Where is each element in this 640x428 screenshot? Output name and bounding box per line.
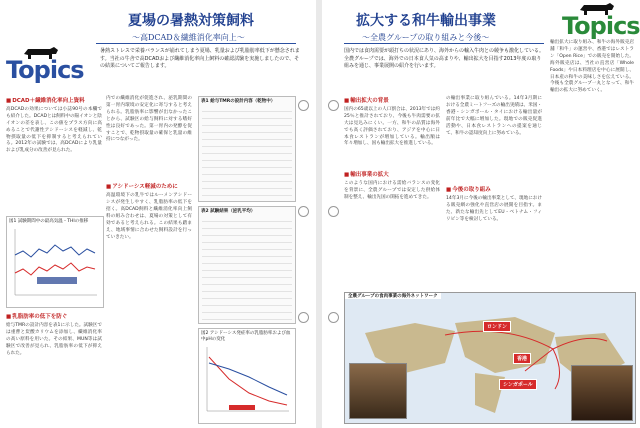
table-1 [198,96,296,202]
binder-hole [328,206,339,217]
lead-paragraph: 国内では食肉需要が頭打ちの状況にあり、海外からの輸入牛肉との競争も激化している。全農グループでは、海外での日本食人気の高まりや、輸出拡大を目指す2013年度の取り組みを通じ、事業展開の紹介を行います。 [344,48,545,69]
figure-1-temperature [6,216,104,308]
binder-hole [298,312,309,323]
binder-hole [328,312,339,323]
column-body: 内での繊維消化が促進され、泌乳期間の第一胃内環境の安定化に寄与すると考えられる。乳脂肪率に影響が出なかったことから、試験区の給与飼料に対する嗜好性は良好であった。第一胃内の発酵を促すことで、乾物摂取量の確保と乳量の維持につながった。 [106,96,192,143]
figure-2-plot [199,343,293,419]
section-heading: ■ 輸出事業の拡大 [344,172,440,179]
map-label-hongkong: 香港 [513,353,531,364]
map-label-singapore: シンガポール [499,379,537,390]
page-subtitle: ～全農グループの取り組みと今後～ [362,33,490,42]
section-heading: ■ 輸出拡大の背景 [344,98,440,105]
figure-caption: 図2 アシドーシス発症率の乳脂肪率および血中pHの変化 [201,331,291,342]
table-2 [198,206,296,324]
photo-store [571,365,633,421]
figure-1-plot [7,225,101,301]
column-1 [344,96,440,205]
column-body: の輸出事業に取り組んでいる。14年3月期における全農ミートフーズの輸出実績は、米国・香港・シンガポール・タイにおける輸出量が前年比で大幅に増加した。現地での販売促進活動や、日本食レストランへの提案を通じて、和牛の認知度向上に努めている。 [446,96,542,136]
section-body: 高DCADの効果については小誌90号の本欄でも紹介した。DCADとは飼料中の陽イオンと陰イオンの差を表し、この値をプラス方向に高めることで代謝性アシドーシスを軽減し、乾物摂取量の低下を抑制すると考えられている。2012年の試験では、高DCADにより乳量および乳成分の改善が見られた。 [6,106,102,154]
section-heading: ■ アシドーシス軽減のために [106,184,192,191]
section-heading: ■ 乳脂肪率の低下を防ぐ [6,314,102,321]
column-1-lower [6,312,102,360]
section-body: このような国内における需給バランスの変化を背景に、全農グループでは安定した供給体制を整え、輸出先国の開拓を進めてきた。 [344,181,440,201]
section-heading: ■ DCAD＋繊維消化率向上資料 [6,98,102,105]
column-body: 高温環境下の乳牛ではルーメンアシドーシスが発生しやすく、乳脂肪率の低下を招く。高DCAD飼料と繊維消化率向上飼料の組み合わせは、夏場の対策として有効であると考えられる。この結果も踏まえ、地域事情に合わせた飼料設計を行っていきたい。 [106,193,192,240]
topics-logo-right [562,2,640,42]
photo-restaurant [349,363,407,419]
section-body: 給与TMRの設計内容を表1に示した。試験区では重曹と炭酸カリウムを添加し、繊維消化率の高い原料を用いた。その結果、MUN等は試験区で改善が見られ、乳脂肪率の低下が抑えられた。 [6,322,102,356]
page-subtitle: ～高DCAD＆繊維消化率向上～ [132,33,245,42]
page-title: 夏場の暑熱対策飼料 [128,13,254,29]
binder-hole [298,206,309,217]
right-page [322,0,640,428]
page-title: 拡大する和牛輸出事業 [356,13,496,29]
section-heading: ■ 今後の取り組み [446,187,542,194]
figure-2-acidosis [198,328,296,424]
logo-word: Topics [562,12,640,40]
column-1 [6,96,102,158]
binder-hole [328,100,339,111]
table-caption: 表2 試験結果（泌乳平均） [201,209,256,214]
left-page [0,0,318,428]
section-body: 14年3月に今後の輸出事業として、現地における販売網の強化や直営店の展開を目指す。また、新たな輸出先としてEU・ベトナム・フィリピン等を検討している。 [446,196,542,223]
map-caption: 全農グループの食肉事業の海外ネットワーク [345,293,441,299]
column-2 [446,96,542,227]
title-rule [344,43,544,44]
world-map-figure [344,292,636,424]
map-label-london: ロンドン [483,321,511,332]
section-body: 国内の65歳以上の人口割合は、2013年では約25％と推計されており、今後も牛肉需要の拡大は見込みにくい。一方、和牛の品質は海外でも高く評価されており、アジアを中心に日本食レストランが増加している。輸出額は年々増加し、国も輸出拡大を推進している。 [344,106,440,147]
column-body: 輸出拡大に取り組み、和牛の海外販売店舗「和牛」の運営や、香港ではレストラン「Open Rice」での販売を開始した。海外販売店は、当社の直営店「Whole Foods」や日本料理店を中心に展開し、日本産の和牛の美味しさを伝えている。今後も全農グループ一丸となって、和牛輸出の拡大に努めていく。 [550,40,634,94]
table-caption: 表1 給与TMRの設計内容（乾物中） [201,99,276,104]
column-3 [550,40,634,98]
topics-logo-left [6,46,84,86]
logo-word: Topics [6,56,84,84]
column-2 [106,96,192,245]
figure-caption: 図1 試験期間中の最高気温・THIの推移 [9,219,89,224]
binder-hole [298,100,309,111]
title-rule [96,43,296,44]
lead-paragraph: 暑熱ストレスで栄養バランスが崩れてしまう夏場、乳量および乳脂肪率低下が懸念されます。当社の牛舎で高DCADおよび繊維消化率向上飼料の確認試験を実施しましたので、その結果についてご報告します。 [100,48,300,69]
